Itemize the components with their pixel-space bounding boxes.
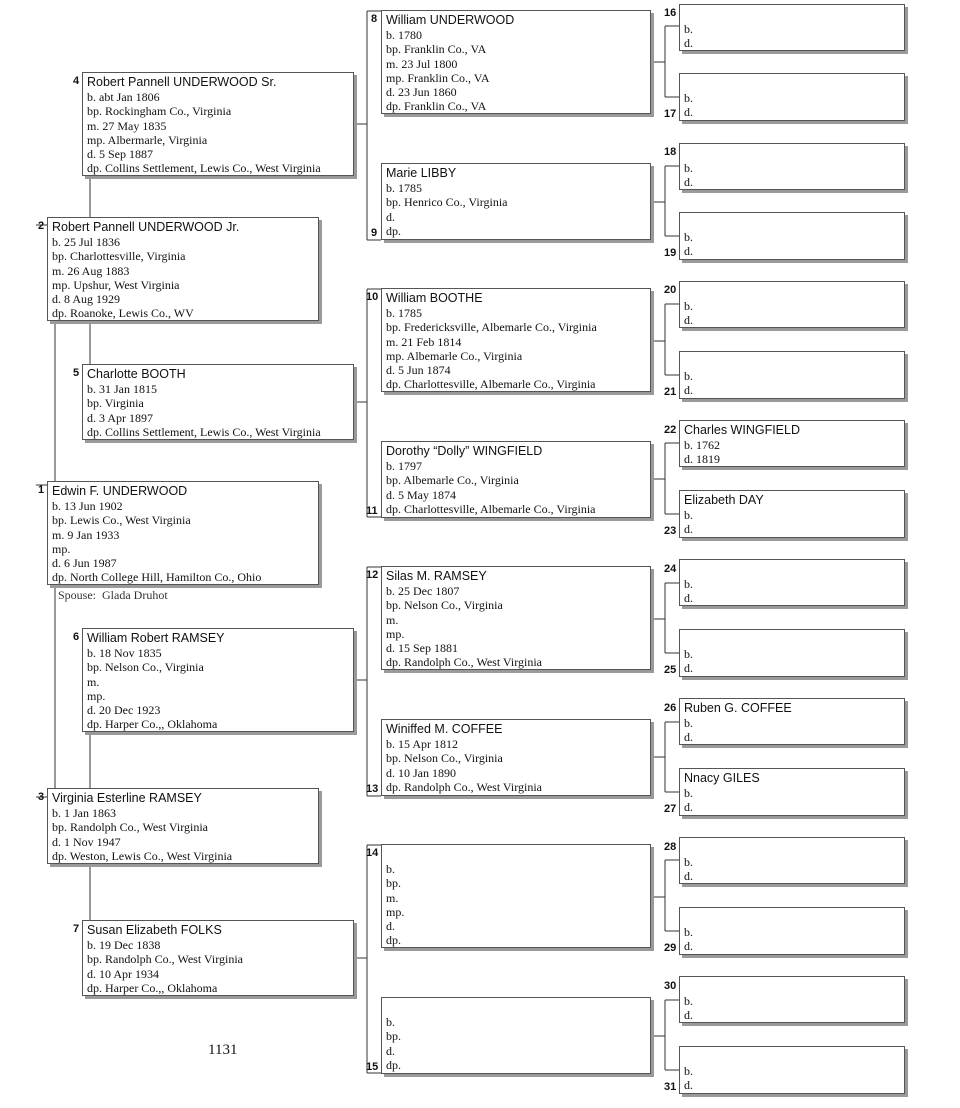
birth-date: b. 1785 (386, 181, 422, 195)
birth-place: bp. Albemarle Co., Virginia (386, 473, 519, 488)
person-name (684, 632, 904, 647)
person-name (386, 1000, 650, 1015)
birth-date: b. 15 Apr 1812 (386, 737, 458, 751)
person-box-26 (679, 698, 905, 745)
person-name: Marie LIBBY (386, 166, 457, 180)
person-number-3: 3 (38, 791, 45, 803)
person-number-17: 17 (664, 108, 677, 120)
birth-date: b. (684, 161, 693, 175)
death-place: dp. Charlottesville, Albemarle Co., Virginia (386, 501, 596, 516)
death-place: dp. Randolph Co., West Virginia (386, 779, 542, 794)
marriage-place: mp. (386, 904, 405, 919)
birth-place: bp. Randolph Co., West Virginia (87, 952, 243, 967)
person-box-9 (381, 163, 651, 240)
person-number-8: 8 (371, 13, 378, 25)
person-box-22 (679, 420, 905, 467)
person-name (684, 7, 904, 22)
death-date: d. (684, 661, 693, 676)
death-date: d. (684, 730, 693, 745)
person-box-13 (381, 719, 651, 796)
person-box-23 (679, 490, 905, 538)
person-name: Virginia Esterline RAMSEY (52, 791, 202, 805)
birth-date: b. (386, 862, 395, 876)
marriage-date: m. (386, 890, 399, 905)
marriage-date: m. (87, 674, 100, 689)
marriage-place: mp. Albemarle Co., Virginia (386, 348, 523, 363)
person-name (684, 562, 904, 577)
person-number-9: 9 (371, 227, 378, 239)
person-name: Nnacy GILES (684, 771, 760, 785)
marriage-date: m. 21 Feb 1814 (386, 334, 462, 349)
birth-date: b. (386, 1015, 395, 1029)
person-box-12 (381, 566, 651, 670)
death-place: dp. Franklin Co., VA (386, 99, 487, 114)
person-number-30: 30 (664, 980, 677, 992)
death-place: dp. Harper Co.,, Oklahoma (87, 980, 218, 995)
death-date: d. 3 Apr 1897 (87, 410, 153, 425)
death-date: d. (684, 522, 693, 537)
person-name: William Robert RAMSEY (87, 631, 225, 645)
person-number-24: 24 (664, 563, 677, 575)
person-name: Charles WINGFIELD (684, 423, 800, 437)
person-box-1 (47, 481, 319, 585)
person-number-23: 23 (664, 525, 677, 537)
death-date: d. 8 Aug 1929 (52, 292, 121, 307)
person-box-4 (82, 72, 354, 176)
person-box-14 (381, 844, 651, 948)
person-name: William BOOTHE (386, 291, 483, 305)
person-name: Ruben G. COFFEE (684, 701, 792, 715)
person-box-7 (82, 920, 354, 996)
birth-place: bp. Nelson Co., Virginia (386, 598, 503, 613)
death-date: d. 15 Sep 1881 (386, 641, 458, 656)
death-date: d. (684, 313, 693, 328)
person-name: Susan Elizabeth FOLKS (87, 923, 222, 937)
death-place: dp. Roanoke, Lewis Co., WV (52, 306, 194, 321)
birth-date: b. (684, 508, 693, 522)
person-box-5 (82, 364, 354, 440)
person-name (684, 910, 904, 925)
death-date: d. 20 Dec 1923 (87, 703, 161, 718)
person-number-18: 18 (664, 146, 677, 158)
person-name: Robert Pannell UNDERWOOD Jr. (52, 220, 240, 234)
birth-date: b. (684, 577, 693, 591)
person-number-4: 4 (73, 75, 80, 87)
person-box-16 (679, 4, 905, 51)
person-number-15: 15 (366, 1061, 379, 1073)
person-number-6: 6 (73, 631, 80, 643)
death-date: d. 10 Apr 1934 (87, 966, 159, 981)
marriage-place: mp. (386, 626, 405, 641)
death-date: d. 1819 (684, 452, 720, 467)
marriage-place: mp. (52, 541, 71, 556)
person-number-29: 29 (664, 942, 677, 954)
birth-place: bp. Franklin Co., VA (386, 42, 487, 57)
death-place: dp. Collins Settlement, Lewis Co., West Virginia (87, 161, 321, 176)
birth-date: b. 25 Jul 1836 (52, 235, 121, 249)
death-date: d. 10 Jan 1890 (386, 765, 456, 780)
person-name (684, 284, 904, 299)
person-name: Dorothy “Dolly” WINGFIELD (386, 444, 543, 458)
person-number-25: 25 (664, 664, 677, 676)
person-box-27 (679, 768, 905, 816)
person-box-18 (679, 143, 905, 190)
death-date: d. (386, 919, 395, 934)
death-place: dp. Collins Settlement, Lewis Co., West Virginia (87, 424, 321, 439)
death-date: d. 6 Jun 1987 (52, 556, 117, 571)
death-date: d. (684, 383, 693, 398)
person-number-10: 10 (366, 291, 379, 303)
death-place: dp. North College Hill, Hamilton Co., Ohio (52, 570, 262, 585)
birth-date: b. 25 Dec 1807 (386, 584, 460, 598)
birth-date: b. (684, 91, 693, 105)
birth-place: bp. Rockingham Co., Virginia (87, 104, 232, 119)
birth-place: bp. Nelson Co., Virginia (386, 751, 503, 766)
person-box-10 (381, 288, 651, 392)
person-number-13: 13 (366, 783, 379, 795)
person-box-24 (679, 559, 905, 606)
spouse-name: Glada Druhot (102, 588, 168, 602)
person-name (684, 215, 904, 230)
person-name: Edwin F. UNDERWOOD (52, 484, 188, 498)
person-name: Winiffed M. COFFEE (386, 722, 503, 736)
death-date: d. 1 Nov 1947 (52, 834, 121, 849)
death-place: dp. Randolph Co., West Virginia (386, 655, 542, 670)
person-name (684, 146, 904, 161)
spouse-label: Spouse: (58, 588, 97, 602)
death-date: d. (684, 591, 693, 606)
spouse-line (58, 588, 168, 603)
person-number-20: 20 (664, 284, 677, 296)
death-date: d. 5 Jun 1874 (386, 363, 451, 378)
person-number-22: 22 (664, 424, 677, 436)
person-box-30 (679, 976, 905, 1023)
birth-date: b. (684, 230, 693, 244)
death-date: d. (684, 800, 693, 815)
person-name (684, 1049, 904, 1064)
page-number: 1131 (208, 1042, 238, 1058)
birth-place: bp. (386, 1029, 401, 1044)
birth-date: b. (684, 925, 693, 939)
person-name (386, 847, 650, 862)
death-date: d. (684, 869, 693, 884)
death-date: d. (684, 36, 693, 51)
person-box-2 (47, 217, 319, 321)
death-place: dp. (386, 933, 401, 948)
birth-date: b. (684, 716, 693, 730)
person-box-21 (679, 351, 905, 399)
birth-place: bp. Henrico Co., Virginia (386, 195, 508, 210)
person-name (684, 76, 904, 91)
birth-place: bp. Fredericksville, Albemarle Co., Virginia (386, 320, 597, 335)
death-date: d. (684, 1078, 693, 1093)
person-name: Elizabeth DAY (684, 493, 764, 507)
birth-date: b. (684, 647, 693, 661)
death-place: dp. (386, 223, 401, 238)
death-date: d. (684, 105, 693, 120)
person-number-7: 7 (73, 923, 80, 935)
person-number-16: 16 (664, 7, 677, 19)
death-date: d. 5 Sep 1887 (87, 147, 153, 162)
birth-date: b. 13 Jun 1902 (52, 499, 123, 513)
birth-place: bp. Nelson Co., Virginia (87, 660, 204, 675)
birth-date: b. (684, 786, 693, 800)
person-number-28: 28 (664, 841, 677, 853)
marriage-date: m. 27 May 1835 (87, 118, 167, 133)
person-box-28 (679, 837, 905, 884)
person-number-26: 26 (664, 702, 677, 714)
person-number-27: 27 (664, 803, 677, 815)
person-name (684, 979, 904, 994)
marriage-date: m. 23 Jul 1800 (386, 56, 458, 71)
marriage-place: mp. Upshur, West Virginia (52, 277, 180, 292)
person-box-19 (679, 212, 905, 260)
person-name (684, 354, 904, 369)
person-number-5: 5 (73, 367, 80, 379)
person-name (684, 840, 904, 855)
birth-date: b. (684, 855, 693, 869)
birth-date: b. 1780 (386, 28, 422, 42)
person-number-14: 14 (366, 847, 379, 859)
birth-date: b. abt Jan 1806 (87, 90, 160, 104)
death-date: d. (684, 244, 693, 259)
birth-date: b. 1 Jan 1863 (52, 806, 116, 820)
death-date: d. (684, 939, 693, 954)
person-number-2: 2 (38, 220, 45, 232)
death-date: d. 5 May 1874 (386, 487, 456, 502)
birth-place: bp. Lewis Co., West Virginia (52, 513, 191, 528)
birth-date: b. (684, 22, 693, 36)
death-date: d. (386, 1043, 395, 1058)
person-number-19: 19 (664, 247, 677, 259)
person-number-11: 11 (366, 505, 378, 517)
death-place: dp. Weston, Lewis Co., West Virginia (52, 848, 233, 863)
person-number-31: 31 (664, 1081, 677, 1093)
person-box-25 (679, 629, 905, 677)
person-box-3 (47, 788, 319, 864)
birth-place: bp. Charlottesville, Virginia (52, 249, 186, 264)
birth-date: b. 31 Jan 1815 (87, 382, 157, 396)
marriage-place: mp. Franklin Co., VA (386, 70, 490, 85)
person-box-6 (82, 628, 354, 732)
marriage-place: mp. (87, 688, 106, 703)
birth-date: b. (684, 369, 693, 383)
birth-place: bp. Randolph Co., West Virginia (52, 820, 208, 835)
person-number-21: 21 (664, 386, 677, 398)
birth-date: b. (684, 299, 693, 313)
person-name: Silas M. RAMSEY (386, 569, 487, 583)
person-box-31 (679, 1046, 905, 1094)
birth-date: b. 1797 (386, 459, 422, 473)
person-name: Robert Pannell UNDERWOOD Sr. (87, 75, 277, 89)
death-date: d. (684, 1008, 693, 1023)
death-place: dp. (386, 1057, 401, 1072)
death-date: d. (386, 209, 395, 224)
death-place: dp. Harper Co.,, Oklahoma (87, 717, 218, 732)
death-date: d. (684, 175, 693, 190)
marriage-date: m. (386, 612, 399, 627)
person-box-20 (679, 281, 905, 328)
birth-date: b. (684, 994, 693, 1008)
person-box-17 (679, 73, 905, 121)
death-date: d. 23 Jun 1860 (386, 85, 457, 100)
birth-date: b. (684, 1064, 693, 1078)
person-name: William UNDERWOOD (386, 13, 515, 27)
birth-date: b. 18 Nov 1835 (87, 646, 162, 660)
person-box-15 (381, 997, 651, 1074)
person-box-29 (679, 907, 905, 955)
marriage-date: m. 9 Jan 1933 (52, 527, 120, 542)
birth-date: b. 1762 (684, 438, 720, 452)
person-number-12: 12 (366, 569, 379, 581)
person-number-1: 1 (38, 484, 45, 496)
birth-place: bp. Virginia (87, 396, 144, 411)
person-box-8 (381, 10, 651, 114)
marriage-date: m. 26 Aug 1883 (52, 263, 130, 278)
birth-date: b. 1785 (386, 306, 422, 320)
birth-date: b. 19 Dec 1838 (87, 938, 161, 952)
person-box-11 (381, 441, 651, 518)
person-name: Charlotte BOOTH (87, 367, 186, 381)
marriage-place: mp. Albermarle, Virginia (87, 132, 208, 147)
birth-place: bp. (386, 876, 401, 891)
death-place: dp. Charlottesville, Albemarle Co., Virginia (386, 377, 596, 392)
